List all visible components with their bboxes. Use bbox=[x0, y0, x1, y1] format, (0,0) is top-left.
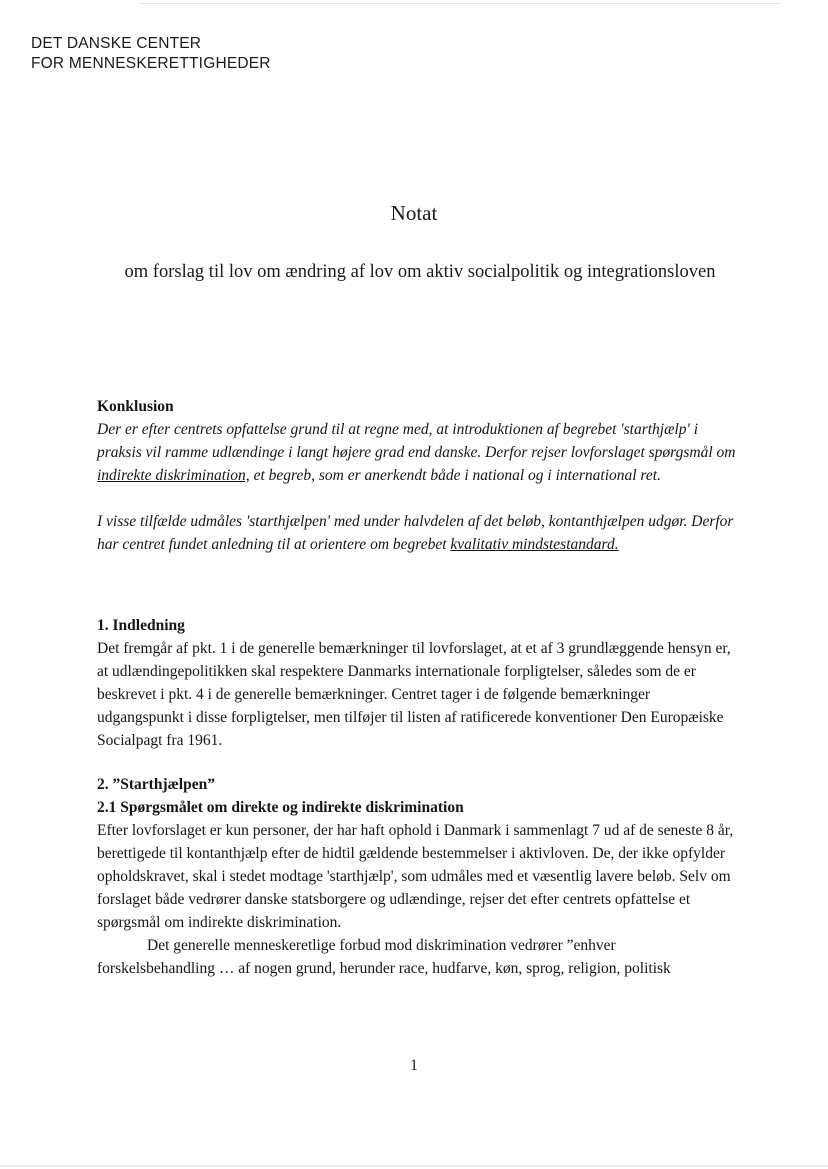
document-body bbox=[97, 395, 737, 980]
letterhead-line-1: DET DANSKE CENTER bbox=[31, 35, 202, 52]
letterhead bbox=[31, 34, 271, 74]
konklusion-p2-text-a: I visse tilfælde udmåles 'starthjælpen' med under halvdelen af det beløb, kontanthjælpen udgør. Derfor har centret fundet anledning til at orientere om begrebet bbox=[97, 513, 734, 553]
konklusion-p1-text-a: Der er efter centrets opfattelse grund til at regne med, at introduktionen af begrebet 'starthjælp' i praksis vil ramme udlændinge i langt højere grad end danske. Derfor rejser lovforslaget spørgsmål om bbox=[97, 421, 736, 461]
konklusion-p1-text-b: et begreb, som er anerkendt både i national og i international ret. bbox=[249, 467, 661, 484]
document-subtitle: om forslag til lov om ændring af lov om aktiv socialpolitik og integrationsloven bbox=[124, 262, 716, 282]
page-number: 1 bbox=[410, 1057, 418, 1074]
section-1-paragraph: Det fremgår af pkt. 1 i de generelle bemærkninger til lovforslaget, at et af 3 grundlæggende hensyn er, at udlændingepolitikken skal respektere Danmarks internationale forpligtelser, således som de er beskrevet i pkt. 4 i de generelle bemærkninger. Centret tager i de følgende bemærkninger udgangspunkt i disse forpligtelser, men tilføjer til listen af ratificerede konventioner Den Europæiske Socialpagt fra 1961. bbox=[97, 640, 731, 749]
scan-edge-top bbox=[140, 3, 780, 4]
indirekte-diskrimination-underlined: indirekte diskrimination, bbox=[97, 467, 250, 484]
konklusion-paragraph-2 bbox=[97, 510, 737, 556]
konklusion-paragraph-1 bbox=[97, 418, 737, 487]
section-2-paragraph-1: Efter lovforslaget er kun personer, der har haft ophold i Danmark i sammenlagt 7 ud af de seneste 8 år, berettigede til kontanthjælp efter de hidtil gældende bestemmelser i aktivloven. De, der ikke opfylder opholdskravet, skal i stedet modtage 'starthjælp', som udmåles med et væsentlig lavere beløb. Selv om forslaget både vedrører danske statsborgere og udlændinge, rejser det efter centrets opfattelse et spørgsmål om indirekte diskrimination. bbox=[97, 822, 734, 931]
section-2-1-heading: 2.1 Spørgsmålet om direkte og indirekte diskrimination bbox=[97, 799, 464, 816]
scan-edge-bottom bbox=[0, 1165, 828, 1167]
letterhead-line-2: FOR MENNESKERETTIGHEDER bbox=[31, 55, 271, 72]
document-title: Notat bbox=[390, 201, 438, 225]
section-2-heading: 2. ”Starthjælpen” bbox=[97, 776, 215, 793]
section-1-heading: 1. Indledning bbox=[97, 617, 185, 634]
section-2-paragraph-2: Det generelle menneskeretlige forbud mod diskrimination vedrører ”enhver forskelsbehandling … af nogen grund, herunder race, hudfarve, køn, sprog, religion, politisk bbox=[97, 937, 671, 977]
kvalitativ-mindstestandard-underlined: kvalitativ mindstestandard. bbox=[450, 536, 619, 553]
konklusion-heading: Konklusion bbox=[97, 398, 174, 415]
